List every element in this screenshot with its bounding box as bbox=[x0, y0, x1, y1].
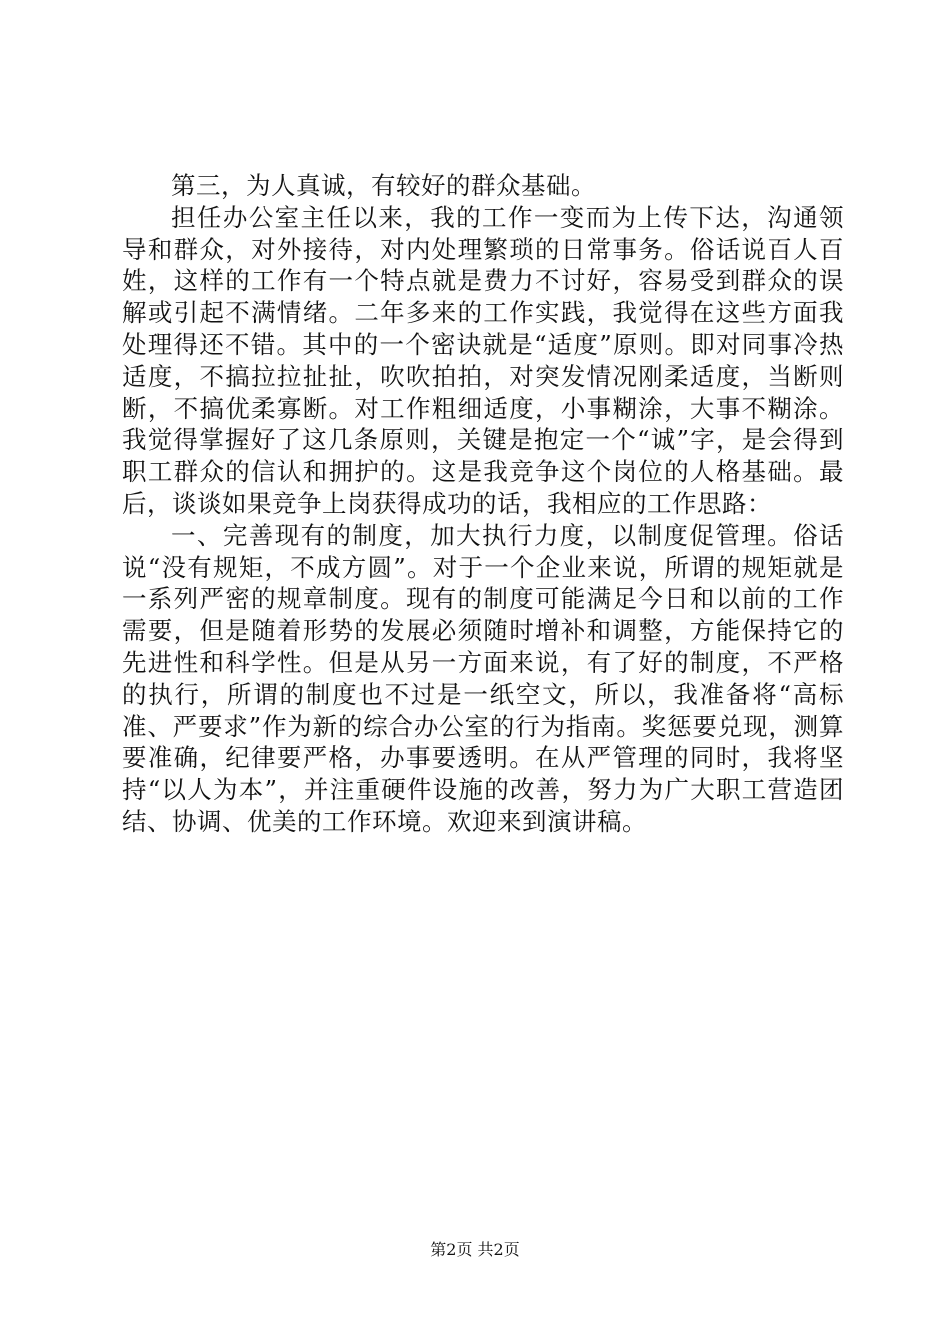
document-body bbox=[122, 170, 844, 838]
page-number-footer: 第2页 共2页 bbox=[430, 1240, 520, 1259]
paragraph-improve-system: 一、完善现有的制度，加大执行力度，以制度促管理。俗话说“没有规矩，不成方圆”。对于一个企业来说，所谓的规矩就是一系列严密的规章制度。现有的制度可能满足今日和以前的工作需要，但是随着形势的发展必须随时增补和调整，方能保持它的先进性和科学性。但是从另一方面来说，有了好的制度，不严格的执行，所谓的制度也不过是一纸空文，所以，我准备将“高标准、严要求”作为新的综合办公室的行为指南。奖惩要兑现，测算要准确，纪律要严格，办事要透明。在从严管理的同时，我将坚持“以人为本”，并注重硬件设施的改善，努力为广大职工营造团结、协调、优美的工作环境。欢迎来到演讲稿。 bbox=[122, 520, 844, 836]
paragraph-integrity-heading: 第三，为人真诚，有较好的群众基础。 bbox=[171, 171, 596, 200]
paragraph-office-director-work: 担任办公室主任以来，我的工作一变而为上传下达，沟通领导和群众，对外接待，对内处理繁琐的日常事务。俗话说百人百姓，这样的工作有一个特点就是费力不讨好，容易受到群众的误解或引起不满情绪。二年多来的工作实践，我觉得在这些方面我处理得还不错。其中的一个密诀就是“适度”原则。即对同事冷热适度，不搞拉拉扯扯，吹吹拍拍，对突发情况刚柔适度，当断则断，不搞优柔寡断。对工作粗细适度，小事糊涂，大事不糊涂。我觉得掌握好了这几条原则，关键是抱定一个“诚”字，是会得到职工群众的信认和拥护的。这是我竞争这个岗位的人格基础。最后，谈谈如果竞争上岗获得成功的话，我相应的工作思路： bbox=[122, 202, 844, 518]
